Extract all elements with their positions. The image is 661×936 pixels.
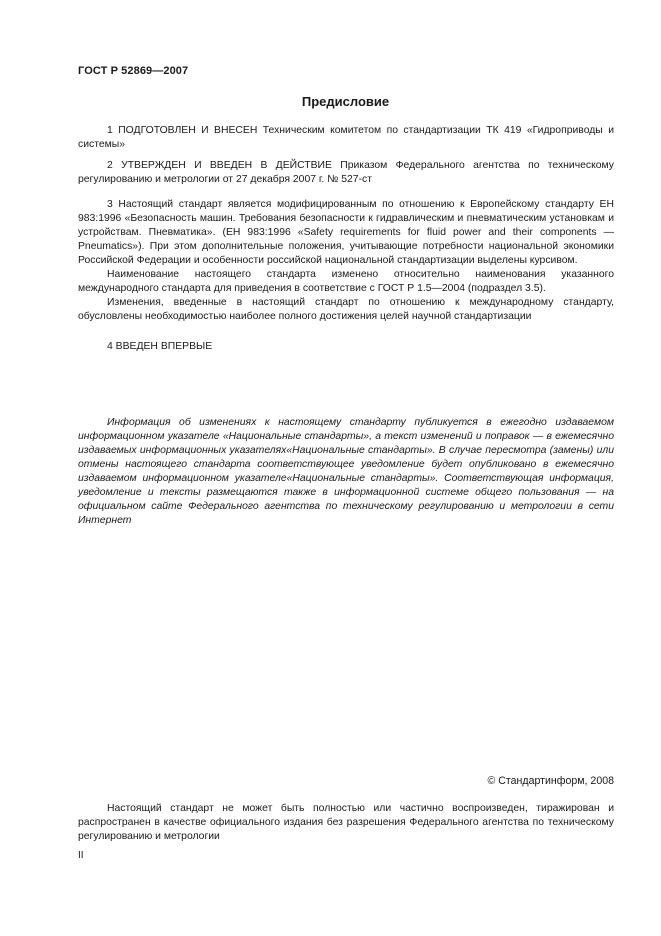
item-3-text: 3 Настоящий стандарт является модифицированным по отношению к Европейскому стандарту ЕН 983:1996 «Безопасность машин. Требования безопасности к гидравлическим и пневматическим установкам и устройствам. Пневматика». (EH 983:1996 «Safety requirements for fluid power and their components — Pneumatics»). При этом дополнительные положения, учитывающие потребности национальной экономики Российской Федерации и особенности российской национальной стандартизации выделены курсивом. <box>78 199 614 266</box>
item-3 <box>78 198 614 324</box>
item-1-text: 1 ПОДГОТОВЛЕН И ВНЕСЕН Техническим комитетом по стандартизации ТК 419 «Гидроприводы и системы» <box>78 125 614 150</box>
page-number: II <box>78 850 84 861</box>
reproduction-notice-text: Настоящий стандарт не может быть полностью или частично воспроизведен, тиражирован и распространен в качестве официального издания без разрешения Федерального агентства по техническому регулированию и метрологии <box>78 803 614 842</box>
item-1 <box>78 124 614 152</box>
reproduction-notice <box>78 802 614 844</box>
section-title: Предисловие <box>301 94 390 109</box>
item-2-text: 2 УТВЕРЖДЕН И ВВЕДЕН В ДЕЙСТВИЕ Приказом Федерального агентства по техническому регулированию и метрологии от 27 декабря 2007 г. № 527-ст <box>78 160 614 185</box>
document-id: ГОСТ Р 52869—2007 <box>78 65 189 77</box>
item-4 <box>78 340 614 354</box>
info-notice <box>78 416 614 528</box>
item-2 <box>78 159 614 187</box>
item-3-note-changes: Изменения, введенные в настоящий стандарт по отношению к международному стандарту, обусловлены необходимостью наиболее полного достижения целей научной стандартизации <box>78 297 614 322</box>
info-notice-text: Информация об изменениях к настоящему стандарту публикуется в ежегодно издаваемом информационном указателе «Национальные стандарты», а текст изменений и поправок — в ежемесячно издаваемых информационных указателях«Национальные стандарты». В случае пересмотра (замены) или отмены настоящего стандарта соответствующее уведомление будет опубликовано в ежемесячно издаваемом информационном указателе«Национальные стандарты». Соответствующая информация, уведомление и тексты размещаются также в информационной системе общего пользования — на официальном сайте Федерального агентства по техническому регулированию и метрологии в сети Интернет <box>78 417 614 526</box>
item-4-text: 4 ВВЕДЕН ВПЕРВЫЕ <box>107 341 213 352</box>
copyright: © Стандартинформ, 2008 <box>487 775 614 787</box>
item-3-note-name: Наименование настоящего стандарта изменено относительно наименования указанного международного стандарта для приведения в соответствие с ГОСТ Р 1.5—2004 (подраздел 3.5). <box>78 269 614 294</box>
